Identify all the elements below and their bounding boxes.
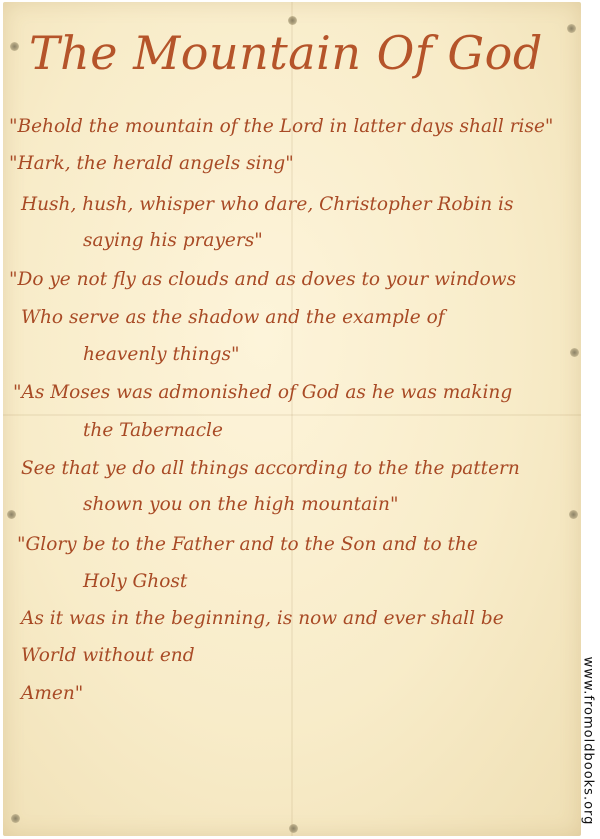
verse-line: Amen" bbox=[21, 683, 84, 704]
pin-hole bbox=[11, 814, 20, 823]
verse-line: "Do ye not fly as clouds and as doves to your windows bbox=[9, 269, 517, 290]
verse-line: saying his prayers" bbox=[83, 230, 263, 251]
verse-line: World without end bbox=[21, 645, 195, 666]
verse-line: the Tabernacle bbox=[83, 420, 223, 441]
pin-hole bbox=[569, 510, 578, 519]
page-title: The Mountain Of God bbox=[29, 26, 543, 80]
site-watermark bbox=[577, 651, 599, 831]
pin-hole bbox=[570, 348, 579, 357]
verse-line: "As Moses was admonished of God as he was making bbox=[13, 382, 513, 403]
pin-hole bbox=[7, 510, 16, 519]
verse-line: As it was in the beginning, is now and ever shall be bbox=[21, 608, 504, 629]
verse-line: Hush, hush, whisper who dare, Christopher Robin is bbox=[21, 194, 514, 215]
paper-sheet bbox=[3, 2, 581, 836]
verse-line: shown you on the high mountain" bbox=[83, 494, 399, 515]
verse-line: "Glory be to the Father and to the Son and to the bbox=[17, 534, 478, 555]
verse-line: "Hark, the herald angels sing" bbox=[9, 153, 294, 174]
verse-line: heavenly things" bbox=[83, 344, 240, 365]
verse-line: Who serve as the shadow and the example of bbox=[21, 307, 445, 328]
verse-line: "Behold the mountain of the Lord in latter days shall rise" bbox=[9, 116, 554, 137]
pin-hole bbox=[10, 42, 19, 51]
watermark-text: www.fromoldbooks.org bbox=[580, 656, 596, 826]
verse-line: Holy Ghost bbox=[83, 571, 188, 592]
verse-line: See that ye do all things according to the the pattern bbox=[21, 458, 520, 479]
pin-hole bbox=[567, 24, 576, 33]
